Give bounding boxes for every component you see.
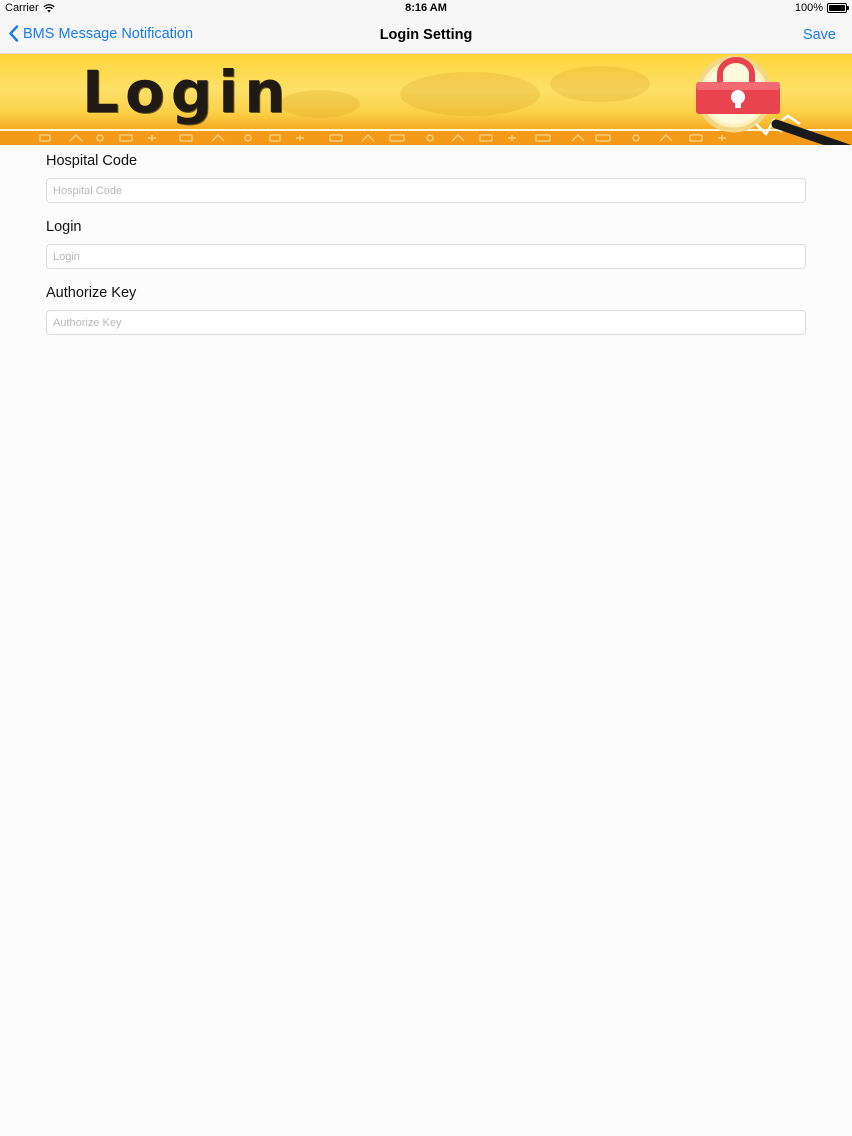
- save-button[interactable]: Save: [802, 27, 836, 43]
- hospital-code-label: Hospital Code: [46, 153, 138, 169]
- battery-icon: [827, 3, 847, 13]
- padlock-magnifier-icon: [648, 54, 852, 145]
- authorize-key-label: Authorize Key: [46, 285, 137, 301]
- status-time: 8:16 AM: [405, 2, 447, 14]
- carrier-label: Carrier: [5, 2, 39, 14]
- login-input[interactable]: [46, 244, 806, 269]
- back-button-label: BMS Message Notification: [23, 25, 194, 42]
- authorize-key-input[interactable]: [46, 310, 806, 335]
- navigation-bar: [0, 18, 852, 54]
- login-label: Login: [46, 219, 82, 235]
- banner-title: Login: [82, 58, 292, 126]
- status-right: [795, 2, 847, 14]
- login-banner: [0, 54, 852, 145]
- battery-level-fill: [829, 5, 845, 11]
- battery-percent: 100%: [794, 2, 823, 14]
- hospital-code-input[interactable]: [46, 178, 806, 203]
- login-form: [46, 152, 806, 350]
- status-bar: [0, 0, 852, 18]
- page-title: Login Setting: [379, 27, 473, 43]
